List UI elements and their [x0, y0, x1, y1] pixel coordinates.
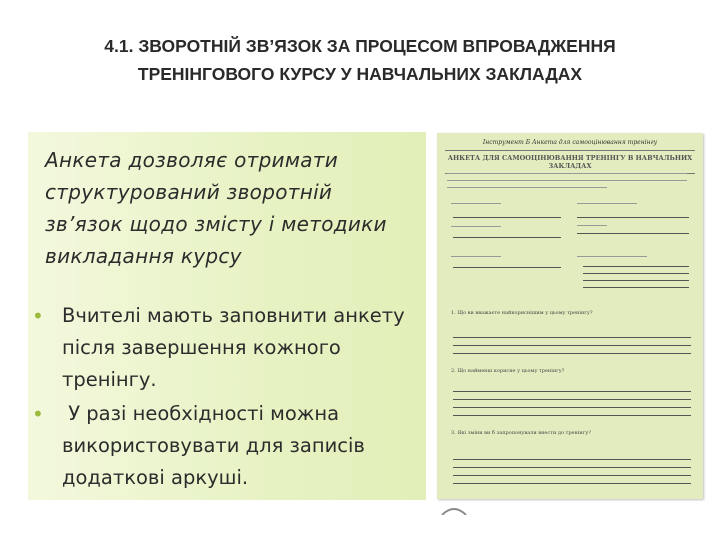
bullet-line: використовувати для записів — [62, 434, 365, 457]
bullet-item — [30, 398, 425, 494]
intro-line: викладання курсу — [45, 244, 242, 268]
questionnaire-header: Інструмент Б Анкета для самооцінювання тренінгу — [482, 139, 658, 146]
intro-line: Анкета дозволяє отримати — [45, 148, 339, 172]
question-1: 1. Що ви вважаєте найкориснішим у цьому тренінгу? — [451, 310, 593, 316]
bullet-line: тренінгу. — [62, 368, 157, 391]
bullet-line: додаткові аркуші. — [62, 466, 249, 489]
bullet-icon: • — [32, 304, 44, 328]
question-2: 2. Що найменш корисне у цьому тренінгу? — [451, 368, 565, 374]
bullet-line: У разі необхідності можна — [62, 402, 340, 425]
bullet-list — [30, 300, 425, 496]
bullet-line: після завершення кожного — [62, 336, 341, 359]
questionnaire-title: АНКЕТА ДЛЯ САМООЦІНЮВАННЯ ТРЕНІНГУ В НАВЧАЛЬНИХ ЗАКЛАДАХ — [445, 150, 695, 174]
bullet-item — [30, 300, 425, 396]
questionnaire-image — [437, 133, 703, 499]
slide-title — [20, 32, 700, 88]
intro-line: структурований зворотній — [45, 180, 333, 204]
bullet-icon: • — [32, 402, 44, 426]
question-3: 3. Які зміни ви б запропонували внести до тренінгу? — [451, 430, 591, 436]
intro-line: зв’язок щодо змісту і методики — [45, 212, 387, 236]
intro-text — [45, 144, 425, 272]
partial-logo-icon — [440, 505, 468, 515]
title-line-1: 4.1. ЗВОРОТНІЙ ЗВ’ЯЗОК ЗА ПРОЦЕСОМ ВПРОВАДЖЕННЯ — [104, 36, 616, 56]
title-line-2: ТРЕНІНГОВОГО КУРСУ У НАВЧАЛЬНИХ ЗАКЛАДАХ — [137, 64, 583, 84]
bullet-line: Вчителі мають заповнити анкету — [62, 304, 405, 327]
